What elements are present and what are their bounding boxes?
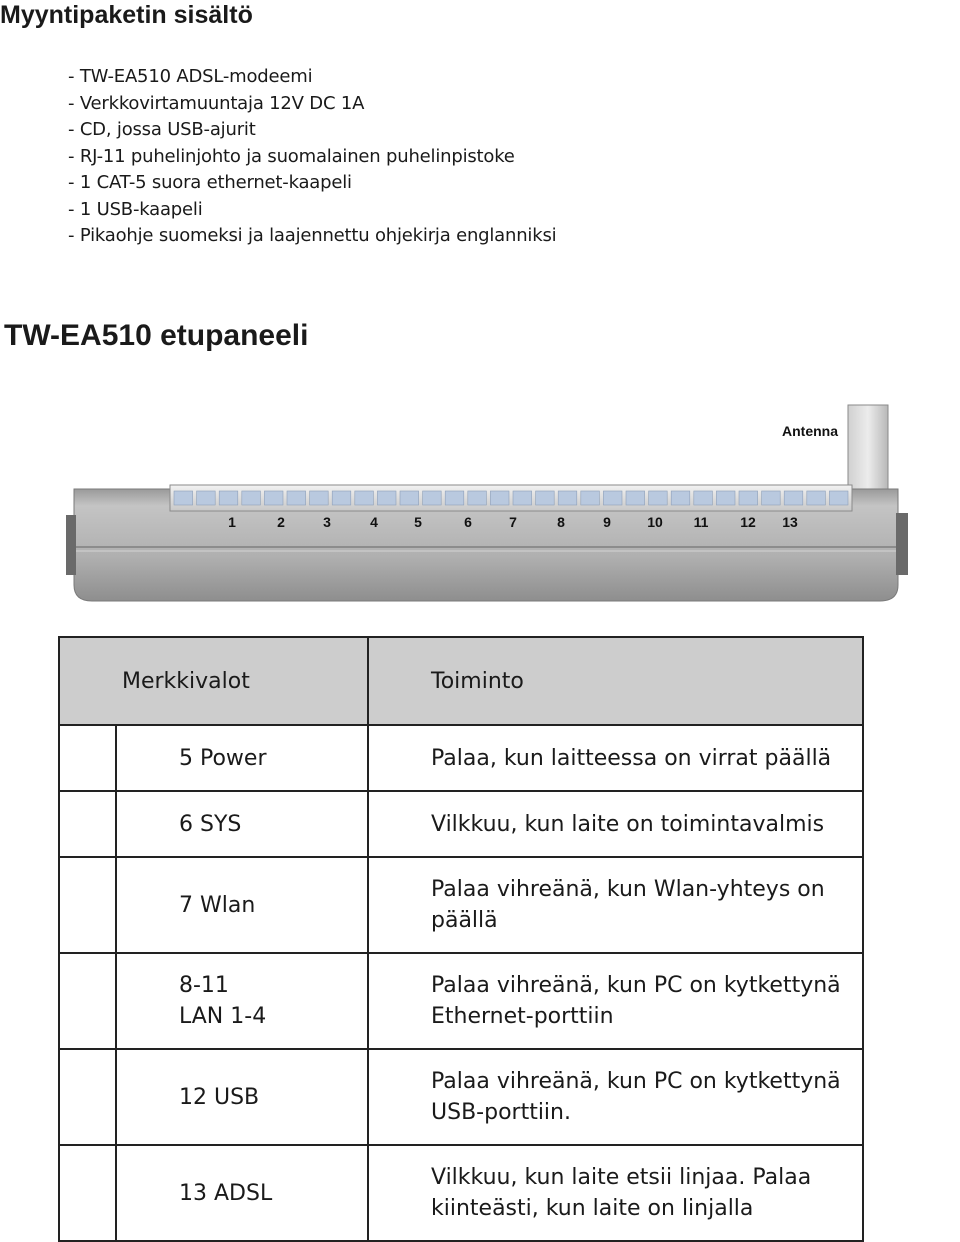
led-window	[468, 491, 487, 505]
led-window	[739, 491, 758, 505]
package-contents-list	[68, 64, 556, 250]
led-function-line: Palaa vihreänä, kun Wlan-yhteys on	[431, 877, 825, 902]
list-item: - CD, jossa USB-ajurit	[68, 119, 256, 140]
led-window	[264, 491, 283, 505]
led-window	[242, 491, 261, 505]
list-item: - 1 CAT-5 suora ethernet-kaapeli	[68, 172, 352, 193]
led-function-cell	[368, 725, 863, 791]
led-function-line: Vilkkuu, kun laite etsii linjaa. Palaa	[431, 1165, 812, 1190]
led-name-line: 12 USB	[179, 1084, 260, 1110]
led-window	[807, 491, 826, 505]
list-item: - Pikaohje suomeksi ja laajennettu ohjekirja englanniksi	[68, 225, 557, 246]
list-item: - RJ-11 puhelinjohto ja suomalainen puhelinpistoke	[68, 145, 515, 167]
led-function-line: Ethernet-porttiin	[431, 1004, 614, 1029]
led-function-line: Palaa vihreänä, kun PC on kytkettynä	[431, 973, 841, 998]
led-name-cell	[116, 953, 368, 1049]
led-window	[716, 491, 735, 505]
table-row	[59, 791, 863, 857]
led-window	[423, 491, 442, 505]
left-side-edge	[66, 515, 76, 575]
led-name-cell	[116, 791, 368, 857]
port-number-label: 3	[323, 514, 331, 530]
led-window	[174, 491, 193, 505]
led-function-cell	[368, 953, 863, 1049]
led-window	[626, 491, 645, 505]
led-window	[603, 491, 622, 505]
led-function-line: kiinteästi, kun laite on linjalla	[431, 1196, 754, 1221]
table-row	[59, 857, 863, 953]
led-window	[332, 491, 351, 505]
led-name-cell	[116, 1049, 368, 1145]
led-name-cell	[116, 1145, 368, 1241]
port-number-label: 1	[228, 514, 236, 530]
port-number-label: 8	[557, 514, 565, 530]
port-number-label: 7	[509, 514, 517, 530]
led-window	[784, 491, 803, 505]
led-function-line: Palaa vihreänä, kun PC on kytkettynä	[431, 1069, 841, 1094]
led-function-line: USB-porttiin.	[431, 1100, 571, 1125]
port-number-label: 10	[647, 514, 663, 530]
led-column-header: Merkkivalot	[59, 637, 368, 725]
port-number-label: 11	[693, 514, 709, 530]
port-number-label: 2	[277, 514, 285, 530]
led-name-line: 6 SYS	[179, 811, 242, 837]
list-item: - 1 USB-kaapeli	[68, 198, 203, 220]
list-item: - TW-EA510 ADSL-modeemi	[68, 66, 313, 87]
led-window	[762, 491, 781, 505]
led-window	[310, 491, 329, 505]
right-side-edge	[896, 513, 908, 575]
row-spacer-cell	[59, 725, 116, 791]
led-name-cell	[116, 857, 368, 953]
antenna-label: Antenna	[782, 423, 838, 439]
led-name-cell	[116, 725, 368, 791]
led-table	[58, 636, 864, 1242]
row-spacer-cell	[59, 1145, 116, 1241]
led-function-cell	[368, 1145, 863, 1241]
led-window	[219, 491, 238, 505]
led-window	[355, 491, 374, 505]
port-number-label: 9	[603, 514, 611, 530]
led-window	[287, 491, 306, 505]
table-row	[59, 1145, 863, 1241]
led-name-line: 7 Wlan	[179, 892, 256, 918]
led-window	[694, 491, 713, 505]
led-window	[377, 491, 396, 505]
function-column-header: Toiminto	[368, 637, 863, 725]
led-function-cell	[368, 857, 863, 953]
table-row	[59, 1049, 863, 1145]
modem-front-panel-illustration	[0, 395, 960, 615]
port-number-label: 13	[782, 514, 798, 530]
antenna	[848, 405, 888, 491]
led-window	[490, 491, 509, 505]
led-function-line: Vilkkuu, kun laite on toimintavalmis	[431, 811, 825, 837]
led-name-line: 8-11	[179, 973, 229, 998]
led-name-line: 5 Power	[179, 745, 267, 771]
led-name-line: LAN 1-4	[179, 1004, 267, 1029]
port-number-label: 5	[414, 514, 422, 530]
list-item: - Verkkovirtamuuntaja 12V DC 1A	[68, 92, 365, 114]
row-spacer-cell	[59, 857, 116, 953]
led-function-line: päällä	[431, 908, 498, 933]
led-window	[829, 491, 848, 505]
led-window	[671, 491, 690, 505]
page-title: Myyntipaketin sisältö	[0, 1, 253, 29]
led-window	[536, 491, 555, 505]
table-row	[59, 725, 863, 791]
led-function-line: Palaa, kun laitteessa on virrat päällä	[431, 745, 832, 771]
led-window	[197, 491, 216, 505]
led-window	[649, 491, 668, 505]
row-spacer-cell	[59, 953, 116, 1049]
led-window	[558, 491, 577, 505]
front-panel-title: TW-EA510 etupaneeli	[4, 319, 309, 352]
led-function-cell	[368, 1049, 863, 1145]
led-window	[581, 491, 600, 505]
led-name-line: 13 ADSL	[179, 1180, 273, 1206]
led-function-cell	[368, 791, 863, 857]
led-window	[445, 491, 464, 505]
led-window	[400, 491, 419, 505]
port-number-label: 6	[464, 514, 472, 530]
row-spacer-cell	[59, 791, 116, 857]
port-number-label: 12	[740, 514, 756, 530]
led-window	[513, 491, 532, 505]
table-row	[59, 953, 863, 1049]
row-spacer-cell	[59, 1049, 116, 1145]
port-number-label: 4	[370, 514, 378, 530]
